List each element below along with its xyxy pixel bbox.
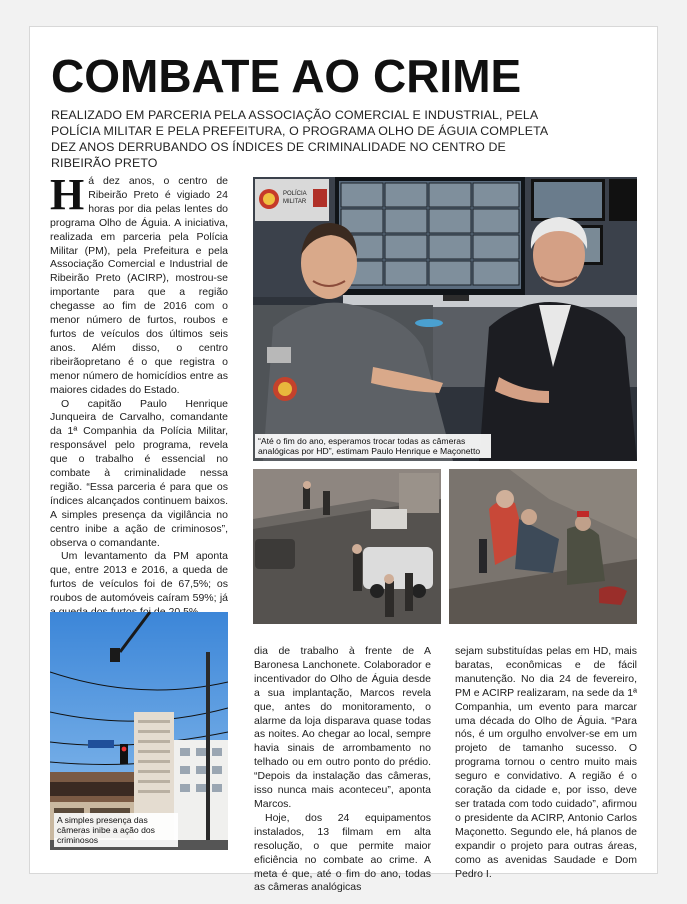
text-column-3 bbox=[455, 645, 637, 881]
photo-street-caption: A simples presença das câmeras inibe a ação dos criminosos bbox=[54, 813, 178, 847]
article-title: COMBATE AO CRIME bbox=[51, 50, 522, 102]
monitoring-room-illustration bbox=[253, 177, 637, 461]
col3-paragraph-1: sejam substituídas pelas em HD, mais baratas, econômicas e de fácil manutenção. No dia 24 de fevereiro, PM e ACIRP realizaram, na sede da 1ª Companhia, um evento para marcar uma década do Olho de Águia. “Para nós, é um orgulho envolver-se em um projeto de tamanho sucesso. O programa tornou o centro muito mais seguro e convidativo. A região é o coração da cidade e, por isso, deve ser tratada com todo cuidado”, afirmou o presidente da ACIRP, Antonio Carlos Maçonetto. Segundo ele, há planos de expandir o projeto para outras áreas, como as avenidas Saudade e Dom Pedro I. bbox=[455, 645, 637, 880]
paragraph-1-text: á dez anos, o centro de Ribeirão Preto é vigiado 24 horas por dia pelas lentes do programa Olho de Águia. A iniciativa, realizada em parceria pela Polícia Militar (PM), pela Prefeitura e pela Associação Comercial e Industrial de Ribeirão Preto (ACIRP), mostrou-se importante para que a região chegasse ao fim de 2016 com o menor número de furtos, roubos e furtos de veículos dos últimos seis anos. Além disso, o centro ribeirãopretano é o que registra o menor número de homicídios entre as maiores cidades do Estado. bbox=[50, 175, 228, 396]
surveillance-arrest-illustration bbox=[449, 469, 637, 624]
photo-street-camera bbox=[50, 612, 228, 850]
surveillance-street-illustration bbox=[253, 469, 441, 624]
photo-monitoring-room bbox=[253, 177, 637, 461]
col2-paragraph-1: dia de trabalho à frente de A Baronesa Lanchonete. Colaborador e incentivador do Olho de Águia desde a sua implantação, Marcos revela que, antes do monitoramento, o alarme da loja disparava quase todas as noites. Ao chegar ao local, sempre havia sinais de arrombamento no telhado ou em outro ponto do prédio. “Depois da instalação das câmeras, isso nunca mais aconteceu”, aponta Marcos. bbox=[254, 645, 431, 810]
text-column-2 bbox=[254, 645, 431, 895]
photo-surveillance-2 bbox=[449, 469, 637, 624]
col2-paragraph-2: Hoje, dos 24 equipamentos instalados, 13 filmam em alta resolução, o que permite maior eficiência no combate ao crime. A meta é que, até o fim do ano, todas as câmeras analógicas bbox=[254, 811, 431, 894]
police-sign-line2: MILITAR bbox=[283, 199, 307, 205]
text-column-1 bbox=[50, 170, 228, 648]
drop-cap: H bbox=[50, 170, 85, 219]
article-deck: REALIZADO EM PARCERIA PELA ASSOCIAÇÃO COMERCIAL E INDUSTRIAL, PELA POLÍCIA MILITAR E PELA PREFEITURA, O PROGRAMA OLHO DE ÁGUIA COMPLETA DEZ ANOS DERRUBANDO OS ÍNDICES DE CRIMINALIDADE NO CENTRO DE RIBEIRÃO PRETO bbox=[51, 108, 548, 170]
paragraph-2: O capitão Paulo Henrique Junqueira de Carvalho, comandante da 1ª Companhia da Polícia Militar, responsável pelo programa, revela que o trabalho é essencial no combate à criminalidade nessa região. “Essa parceria é para que os índices alcançados continuem baixos. A simples presença da vigilância no centro inibe a ação de criminosos”, observa o comandante. bbox=[50, 397, 228, 549]
paragraph-1 bbox=[50, 170, 228, 398]
police-sign-line1: POLÍCIA bbox=[283, 191, 307, 197]
paragraph-3: Um levantamento da PM aponta que, entre 2013 e 2016, a queda de furtos de veículos foi de 67,5%; os roubos de automóveis caíram 59%; já bbox=[50, 550, 228, 605]
photo-surveillance-1 bbox=[253, 469, 441, 624]
magazine-page bbox=[30, 27, 657, 894]
photo-main-caption: “Até o fim do ano, esperamos trocar todas as câmeras analógicas por HD”, estimam Paulo Henrique e Maçonetto bbox=[255, 434, 491, 458]
